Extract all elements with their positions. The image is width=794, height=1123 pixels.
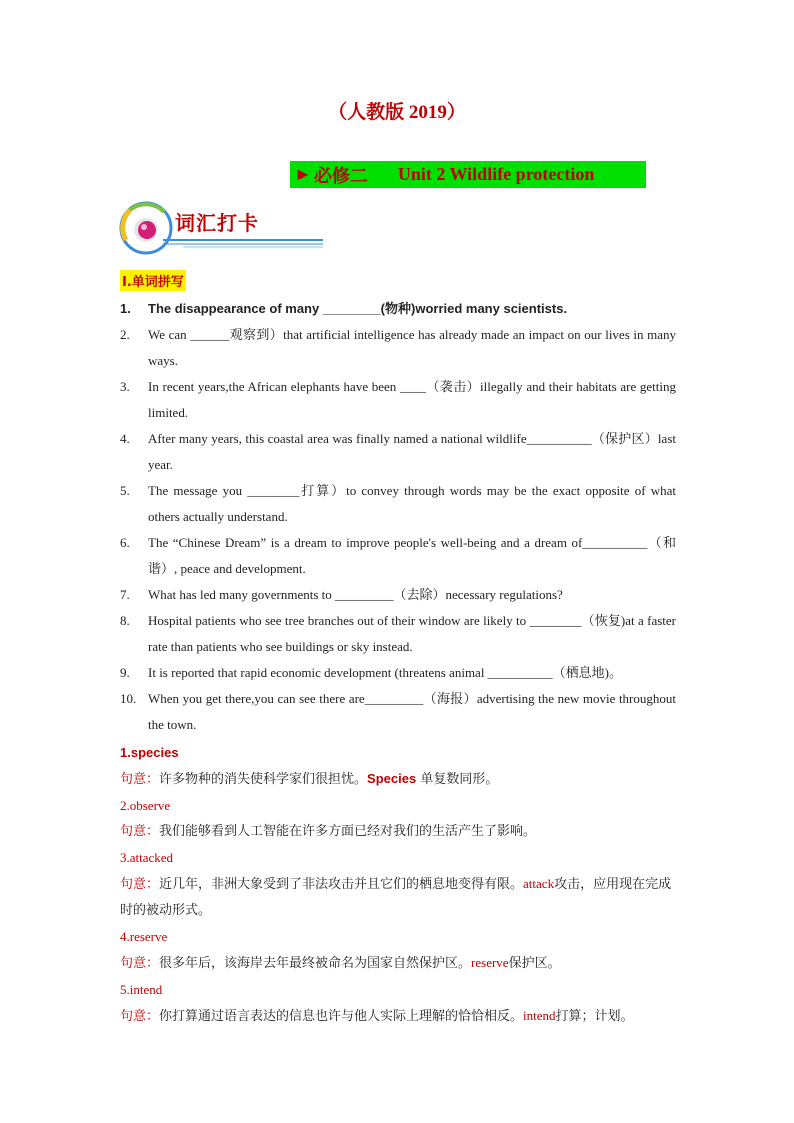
answer-word: 2.observe bbox=[120, 798, 171, 813]
underline-decoration bbox=[163, 238, 323, 248]
sub-heading: Ⅰ.单词拼写 bbox=[120, 270, 186, 291]
unit-title: Unit 2 Wildlife protection bbox=[397, 164, 595, 184]
list-item: 7. What has led many governments to _________（去除）necessary regulations? bbox=[120, 587, 563, 602]
arrow-icon: ► bbox=[294, 164, 312, 184]
answer-explanation: 句意：很多年后，该海岸去年最终被命名为国家自然保护区。reserve保护区。 bbox=[120, 955, 561, 971]
answer-explanation: 句意：你打算通过语言表达的信息也许与他人实际上理解的恰恰相反。intend打算；计划。 bbox=[120, 1008, 634, 1024]
list-item: 8. Hospital patients who see tree branches out of their window are likely to ________（恢复)at a faster rate than patients who see buildings or sky instead. bbox=[120, 613, 676, 654]
unit-banner bbox=[290, 161, 646, 188]
list-item: 1. The disappearance of many ________(物种)worried many scientists. bbox=[120, 301, 568, 316]
list-item: 5. The message you ________打算）to convey through words may be the exact opposite of what others actually understand. bbox=[120, 483, 676, 524]
answer-word: 5.intend bbox=[120, 982, 163, 997]
section-title: 词汇打卡 bbox=[175, 211, 259, 235]
list-item: 4. After many years, this coastal area was finally named a national wildlife__________（保护区）last year. bbox=[120, 431, 676, 472]
section-header bbox=[118, 200, 328, 256]
question-list bbox=[120, 296, 676, 738]
answer-section bbox=[120, 740, 680, 1030]
list-item: 3. In recent years,the African elephants have been ____（袭击）illegally and their habitats are getting limited. bbox=[120, 379, 676, 420]
list-item: 6. The “Chinese Dream” is a dream to improve people's well-being and a dream of__________（和谐）, peace and development. bbox=[120, 535, 676, 576]
answer-explanation: 句意：我们能够看到人工智能在许多方面已经对我们的生活产生了影响。 bbox=[120, 824, 537, 839]
answer-explanation: 句意：近几年，非洲大象受到了非法攻击并且它们的栖息地变得有限。attack攻击，应用现在完成时的被动形式。 bbox=[120, 876, 672, 918]
answer-explanation: 句意：许多物种的消失使科学家们很担忧。Species 单复数同形。 bbox=[120, 771, 499, 787]
answer-word: 3.attacked bbox=[120, 850, 174, 865]
edition-title: （人教版 2019） bbox=[328, 102, 466, 123]
list-item: 9. It is reported that rapid economic development (threatens animal __________（栖息地)。 bbox=[120, 665, 623, 680]
list-item: 10. When you get there,you can see there are_________（海报）advertising the new movie throughout the town. bbox=[120, 691, 676, 732]
answer-word: 4.reserve bbox=[120, 929, 168, 944]
unit-module: 必修二 bbox=[313, 165, 368, 186]
answer-word: 1.species bbox=[120, 745, 179, 760]
list-item: 2. We can ______观察到）that artificial intelligence has already made an impact on our lives in many ways. bbox=[120, 327, 676, 368]
